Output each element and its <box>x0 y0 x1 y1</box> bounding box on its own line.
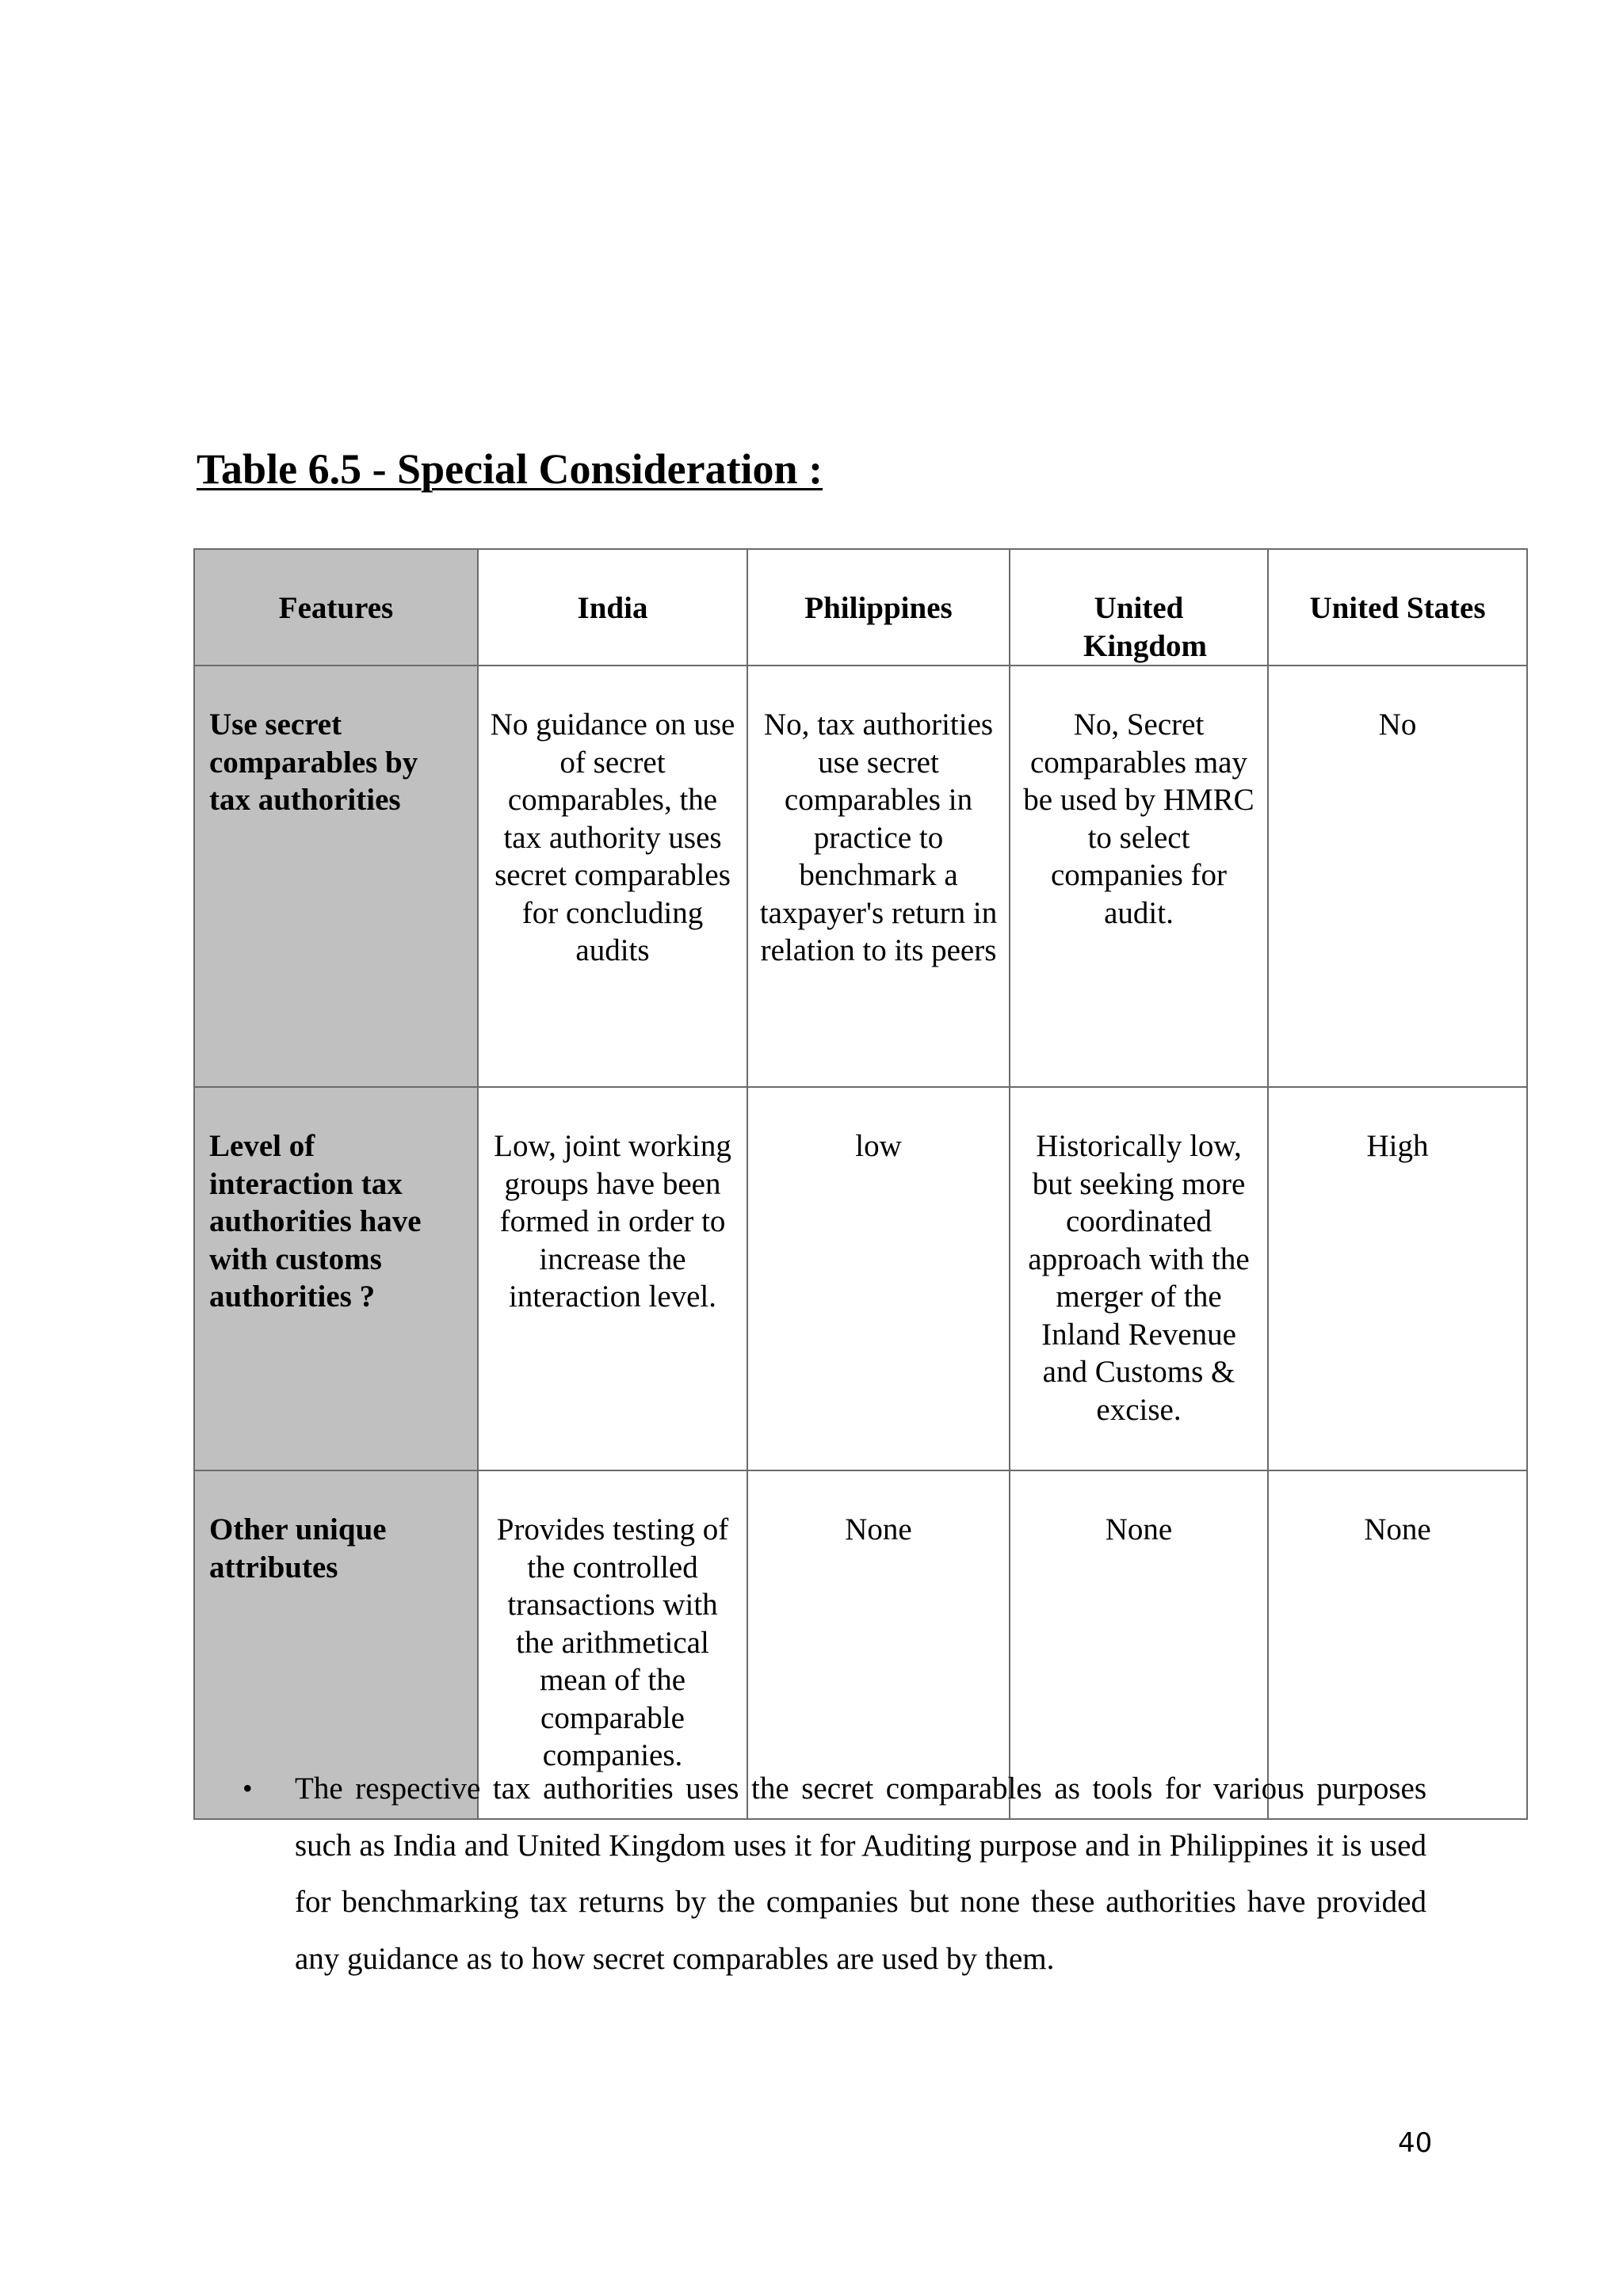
feature-label: Other unique attributes <box>209 1512 387 1585</box>
special-consideration-table <box>193 548 1528 1820</box>
header-united-kingdom-label: United Kingdom <box>1083 591 1208 663</box>
table-row <box>194 1087 1527 1470</box>
united-kingdom-cell: None <box>1010 1470 1268 1819</box>
header-india: India <box>478 549 747 666</box>
bullet-text: The respective tax authorities uses the secret comparables as tools for various purposes such as India and United Kingdom uses it for Auditing purpose and in Philippines it is used for benchmarking tax returns by the companies but none these authorities have provided any guidance as to how secret comparables are used by them. <box>295 1772 1426 1976</box>
united-kingdom-cell: Historically low, but seeking more coordinated approach with the merger of the Inland Revenue and Customs & excise. <box>1010 1087 1268 1470</box>
india-cell: Provides testing of the controlled transactions with the arithmetical mean of the comparable companies. <box>478 1470 747 1819</box>
header-features: Features <box>194 549 478 666</box>
special-consideration-table-wrapper <box>193 548 1528 1820</box>
page-number: 40 <box>1398 2127 1433 2159</box>
feature-cell: Level of interaction tax authorities have with customs authorities ? <box>194 1087 478 1470</box>
united-states-cell: None <box>1268 1470 1527 1819</box>
header-philippines: Philippines <box>747 549 1010 666</box>
table-row <box>194 666 1527 1087</box>
page-title: Table 6.5 - Special Consideration : <box>197 445 823 493</box>
header-united-kingdom <box>1010 549 1268 666</box>
india-cell: No guidance on use of secret comparables, the tax authority uses secret comparables for concluding audits <box>478 666 747 1087</box>
philippines-cell: No, tax authorities use secret comparables in practice to benchmark a taxpayer's return in relation to its peers <box>747 666 1010 1087</box>
bullet-icon: • <box>242 1772 253 1804</box>
india-cell: Low, joint working groups have been formed in order to increase the interaction level. <box>478 1087 747 1470</box>
feature-cell <box>194 666 478 1087</box>
united-kingdom-cell: No, Secret comparables may be used by HMRC to select companies for audit. <box>1010 666 1268 1087</box>
philippines-cell: None <box>747 1470 1010 1819</box>
united-states-cell: High <box>1268 1087 1527 1470</box>
table-header-row <box>194 549 1527 666</box>
feature-label: Use secret comparables by tax authorities <box>209 707 418 817</box>
philippines-cell: low <box>747 1087 1010 1470</box>
united-states-cell: No <box>1268 666 1527 1087</box>
header-united-states: United States <box>1268 549 1527 666</box>
